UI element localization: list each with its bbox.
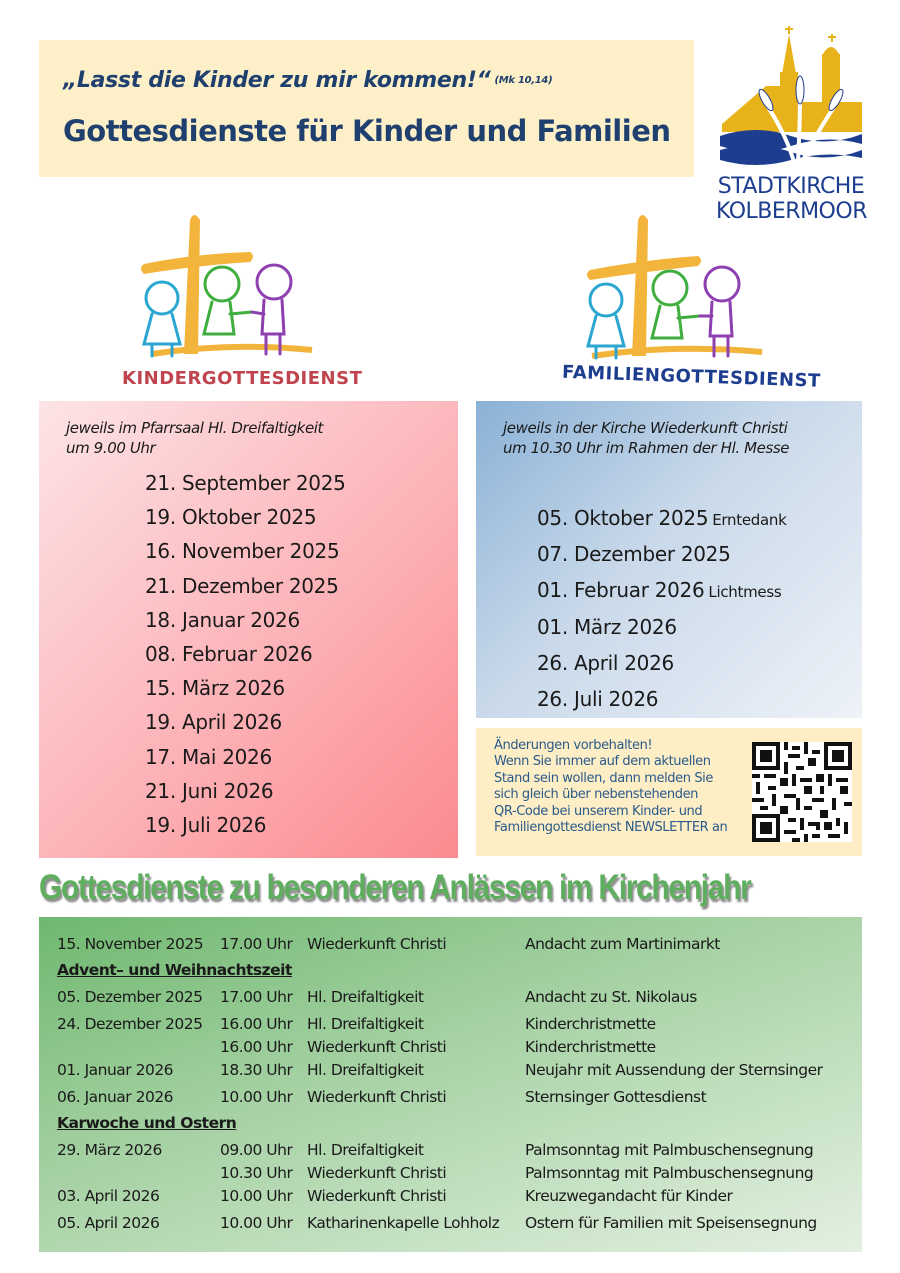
date-item: 08. Februar 2026 (145, 642, 313, 667)
section-heading-advent: Advent– und Weihnachtszeit (57, 961, 292, 979)
note-line: Wenn Sie immer auf dem aktuellen (494, 754, 711, 770)
date-item: 26. April 2026 (537, 650, 674, 675)
date-item: 01. Februar 2026 Lichtmess (537, 578, 782, 603)
date-extra: Lichtmess (708, 583, 782, 602)
special-services-list (57, 933, 857, 1235)
date-item: 21. September 2025 (145, 471, 346, 495)
date-item: 21. Dezember 2025 (145, 573, 339, 598)
kindergottesdienst-panel (39, 401, 458, 858)
date-extra: Erntedank (712, 511, 787, 529)
special-services-panel (39, 917, 862, 1252)
header-banner (39, 40, 694, 177)
kindergottesdienst-note (66, 418, 323, 458)
note-line: Änderungen vorbehalten! (494, 738, 653, 753)
familiengottesdienst-dates (537, 501, 786, 718)
note-line: Stand sein wollen, dann melden Sie (494, 770, 713, 786)
logo-line-1: STADTKIRCHE (717, 174, 865, 199)
date-item: 19. April 2026 (145, 710, 282, 735)
event-row: 24. Dezember 2025 16.00 Uhr Hl. Dreifaltigkeit Kinderchristmette (57, 1015, 656, 1033)
quote-reference: (Mk 10,14) (494, 75, 553, 86)
quote-text: „Lasst die Kinder zu mir kommen!“ (63, 68, 491, 93)
note-line: jeweils in der Kirche Wiederkunft Christi (503, 419, 788, 437)
note-line: QR-Code bei unserem Kinder- und (494, 803, 703, 819)
note-line: jeweils im Pfarrsaal Hl. Dreifaltigkeit (66, 419, 324, 437)
date-item: 19. Juli 2026 (145, 813, 267, 838)
bible-quote (63, 68, 552, 93)
page-title: Gottesdienste für Kinder und Familien (63, 114, 671, 148)
section-heading-karwoche: Karwoche und Ostern (57, 1114, 237, 1132)
event-row: 01. Januar 2026 18.30 Uhr Hl. Dreifaltigkeit Neujahr mit Aussendung der Sternsinger (57, 1061, 823, 1079)
newsletter-note (476, 728, 862, 856)
date-item: 19. Oktober 2025 (145, 505, 317, 530)
date-item: 16. November 2025 (145, 539, 340, 564)
kindergottesdienst-logo (122, 204, 362, 399)
event-row: 10.30 Uhr Wiederkunft Christi Palmsonntag mit Palmbuschensegnung (220, 1164, 814, 1182)
event-row: 29. März 2026 09.00 Uhr Hl. Dreifaltigkeit Palmsonntag mit Palmbuschensegnung (57, 1141, 814, 1159)
event-row: 15. November 2025 17.00 Uhr Wiederkunft Christi Andacht zum Martinimarkt (57, 935, 720, 953)
stadtkirche-logo (716, 24, 866, 234)
date-item: 07. Dezember 2025 (537, 542, 731, 567)
note-line: um 10.30 Uhr im Rahmen der Hl. Messe (503, 439, 790, 457)
date-item: 18. Januar 2026 (145, 607, 300, 632)
cross-children-icon (562, 206, 802, 366)
event-row: 05. Dezember 2025 17.00 Uhr Hl. Dreifaltigkeit Andacht zu St. Nikolaus (57, 988, 697, 1006)
date-item: 17. Mai 2026 (145, 744, 272, 769)
note-line: sich gleich über nebenstehenden (494, 787, 699, 803)
familiengottesdienst-caption: FAMILIENGOTTESDIENST (561, 361, 822, 392)
date-item: 05. Oktober 2025 Erntedank (537, 506, 787, 530)
qr-code-icon (752, 742, 852, 842)
date-item: 15. März 2026 (145, 676, 285, 701)
note-line: um 9.00 Uhr (66, 439, 156, 457)
date-item: 21. Juni 2026 (145, 778, 274, 803)
familiengottesdienst-panel (476, 401, 862, 718)
logo-line-2: KOLBERMOOR (716, 199, 867, 224)
newsletter-text (494, 738, 744, 836)
date-item: 26. Juli 2026 (537, 687, 659, 712)
event-row: 05. April 2026 10.00 Uhr Katharinenkapelle Lohholz Ostern für Familien mit Speisensegnung (57, 1214, 817, 1232)
cross-children-icon (122, 204, 362, 364)
event-row: 03. April 2026 10.00 Uhr Wiederkunft Christi Kreuzwegandacht für Kinder (57, 1187, 733, 1205)
event-row: 16.00 Uhr Wiederkunft Christi Kinderchristmette (220, 1038, 656, 1056)
special-services-title: Gottesdienste zu besonderen Anlässen im Kirchenjahr (39, 868, 751, 907)
date-item: 01. März 2026 (537, 614, 677, 639)
note-line: Familiengottesdienst NEWSLETTER an (494, 820, 728, 836)
event-row: 06. Januar 2026 10.00 Uhr Wiederkunft Christi Sternsinger Gottesdienst (57, 1088, 707, 1106)
qr-code[interactable] (752, 742, 852, 842)
familiengottesdienst-note (503, 418, 789, 458)
kindergottesdienst-dates (145, 466, 346, 842)
church-logo-icon (716, 24, 866, 174)
kindergottesdienst-caption: KINDERGOTTESDIENST (122, 368, 363, 389)
